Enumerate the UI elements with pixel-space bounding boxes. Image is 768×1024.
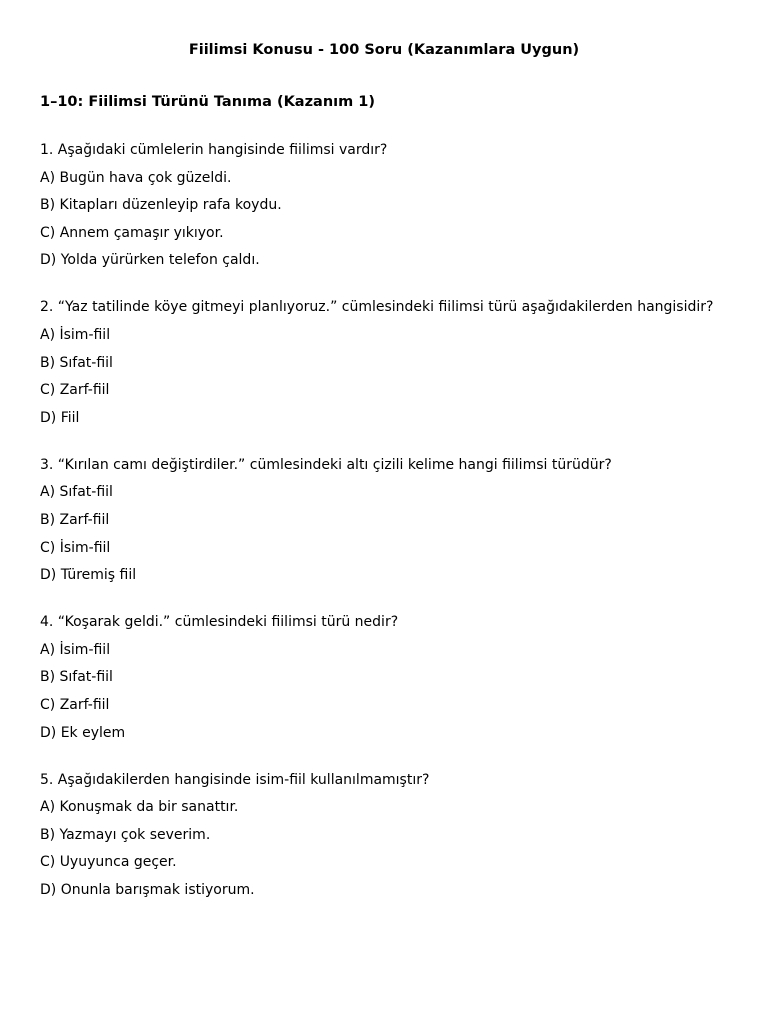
answer-option-a: A) İsim-fiil — [40, 641, 111, 658]
answer-option-c: C) Zarf-fiil — [40, 696, 110, 713]
question-list — [40, 140, 740, 927]
answer-option-b: B) Sıfat-fiil — [40, 669, 113, 686]
question-5 — [40, 770, 740, 900]
question-stem: 2. “Yaz tatilinde köye gitmeyi planlıyoruz.” cümlesindeki fiilimsi türü aşağıdakilerden hangisidir? — [40, 299, 714, 316]
answer-option-d: D) Yolda yürürken telefon çaldı. — [40, 252, 260, 269]
answer-option-c: C) Zarf-fiil — [40, 382, 110, 399]
question-2 — [40, 297, 740, 427]
answer-option-a: A) Bugün hava çok güzeldi. — [40, 169, 232, 186]
answer-option-b: B) Zarf-fiil — [40, 511, 110, 528]
answer-option-b: B) Sıfat-fiil — [40, 354, 113, 371]
answer-option-d: D) Fiil — [40, 409, 80, 426]
answer-option-a: A) İsim-fiil — [40, 326, 111, 343]
answer-option-a: A) Konuşmak da bir sanattır. — [40, 799, 239, 816]
question-stem: 3. “Kırılan camı değiştirdiler.” cümlesindeki altı çizili kelime hangi fiilimsi türüdür? — [40, 456, 612, 473]
answer-option-d: D) Ek eylem — [40, 724, 126, 741]
answer-option-b: B) Kitapları düzenleyip rafa koydu. — [40, 197, 282, 214]
question-4 — [40, 612, 740, 742]
answer-option-c: C) Uyuyunca geçer. — [40, 854, 177, 871]
question-1 — [40, 140, 740, 270]
answer-option-a: A) Sıfat-fiil — [40, 484, 113, 501]
answer-option-c: C) İsim-fiil — [40, 539, 111, 556]
answer-option-c: C) Annem çamaşır yıkıyor. — [40, 224, 224, 241]
question-stem: 5. Aşağıdakilerden hangisinde isim-fiil kullanılmamıştır? — [40, 771, 430, 788]
question-stem: 4. “Koşarak geldi.” cümlesindeki fiilimsi türü nedir? — [40, 614, 399, 631]
answer-option-b: B) Yazmayı çok severim. — [40, 826, 211, 843]
answer-option-d: D) Türemiş fiil — [40, 567, 137, 584]
question-3 — [40, 455, 740, 585]
section-heading: 1–10: Fiilimsi Türünü Tanıma (Kazanım 1) — [40, 94, 375, 110]
document-title: Fiilimsi Konusu - 100 Soru (Kazanımlara Uygun) — [188, 42, 580, 58]
answer-option-d: D) Onunla barışmak istiyorum. — [40, 881, 255, 898]
question-stem: 1. Aşağıdaki cümlelerin hangisinde fiilimsi vardır? — [40, 142, 388, 158]
